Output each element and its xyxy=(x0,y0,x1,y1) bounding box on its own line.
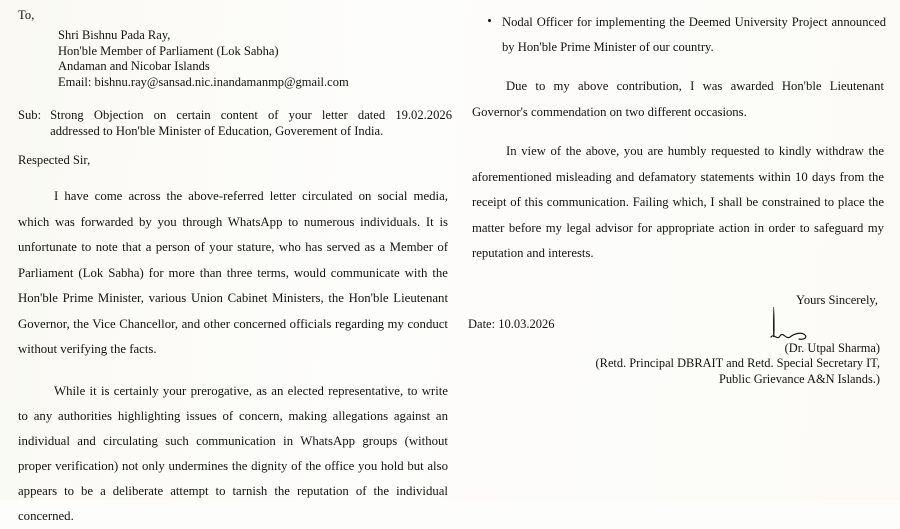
body-paragraph-1: I have come across the above-referred letter circulated on social media, which was forwarded by you through WhatsApp to numerous individuals. It is unfortunate to note that a person of your stature, who has served as a Member of Parliament (Lok Sabha) for more than three terms, would communicate with the Hon'ble Prime Minister, various Union Cabinet Ministers, the Hon'ble Lieutenant Governor, the Vice Chancellor, and other concerned officials regarding my conduct without verifying the facts. xyxy=(18,189,448,357)
signer-block xyxy=(596,341,880,388)
subject-text xyxy=(50,108,452,139)
signer-designation-line-2: Public Grievance A&N Islands.) xyxy=(718,371,880,386)
recipient-name: Shri Bishnu Pada Ray, xyxy=(58,28,171,42)
recipient-address-block xyxy=(58,28,452,90)
bullet-item-text: Nodal Officer for implementing the Deemed University Project announced by Hon'ble Prime Minister of our country. xyxy=(502,15,886,54)
body-paragraph-2: While it is certainly your prerogative, as an elected representative, to write to any authorities highlighting issues of concern, making allegations against an individual and circulating such communication in WhatsApp groups (without proper verification) not only undermines the dignity of the office you hold but also appears to be a deliberate attempt to tarnish the reputation of the individual concerned. xyxy=(18,383,448,523)
closing-salutation: Yours Sincerely, xyxy=(796,292,878,307)
subject-line-2: addressed to Hon'ble Minister of Education, Goverement of India. xyxy=(50,123,384,138)
subject-line-1: Strong Objection on certain content of your letter dated 19.02.2026 xyxy=(50,108,452,123)
signature-area xyxy=(466,293,892,413)
subject-block xyxy=(18,108,452,139)
body-paragraph-3: Due to my above contribution, I was awarded Hon'ble Lieutenant Governor's commendation on two different occasions. xyxy=(472,79,884,119)
signer-name: (Dr. Utpal Sharma) xyxy=(784,340,880,355)
date-line: Date: 10.03.2026 xyxy=(468,316,555,331)
bullet-list-item xyxy=(488,10,892,60)
body-paragraph-4: In view of the above, you are humbly requested to kindly withdraw the aforementioned misleading and defamatory statements within 10 days from the receipt of this communication. Failing which, I shall be constrained to place the matter before my legal advisor for appropriate action in order to safeguard my reputation and interests. xyxy=(472,144,884,260)
recipient-designation: Hon'ble Member of Parliament (Lok Sabha) xyxy=(58,43,279,58)
subject-label: Sub: xyxy=(18,108,42,123)
bullet-dot-icon xyxy=(488,19,491,22)
signer-designation-line-1: (Retd. Principal DBRAIT and Retd. Special Secretary IT, xyxy=(595,356,880,371)
to-label: To, xyxy=(18,8,35,22)
recipient-region: Andaman and Nicobar Islands xyxy=(58,59,210,74)
recipient-email: Email: bishnu.ray@sansad.nic.inandamanmp@gmail.com xyxy=(58,74,349,89)
salutation: Respected Sir, xyxy=(18,153,91,168)
right-column xyxy=(462,0,900,413)
